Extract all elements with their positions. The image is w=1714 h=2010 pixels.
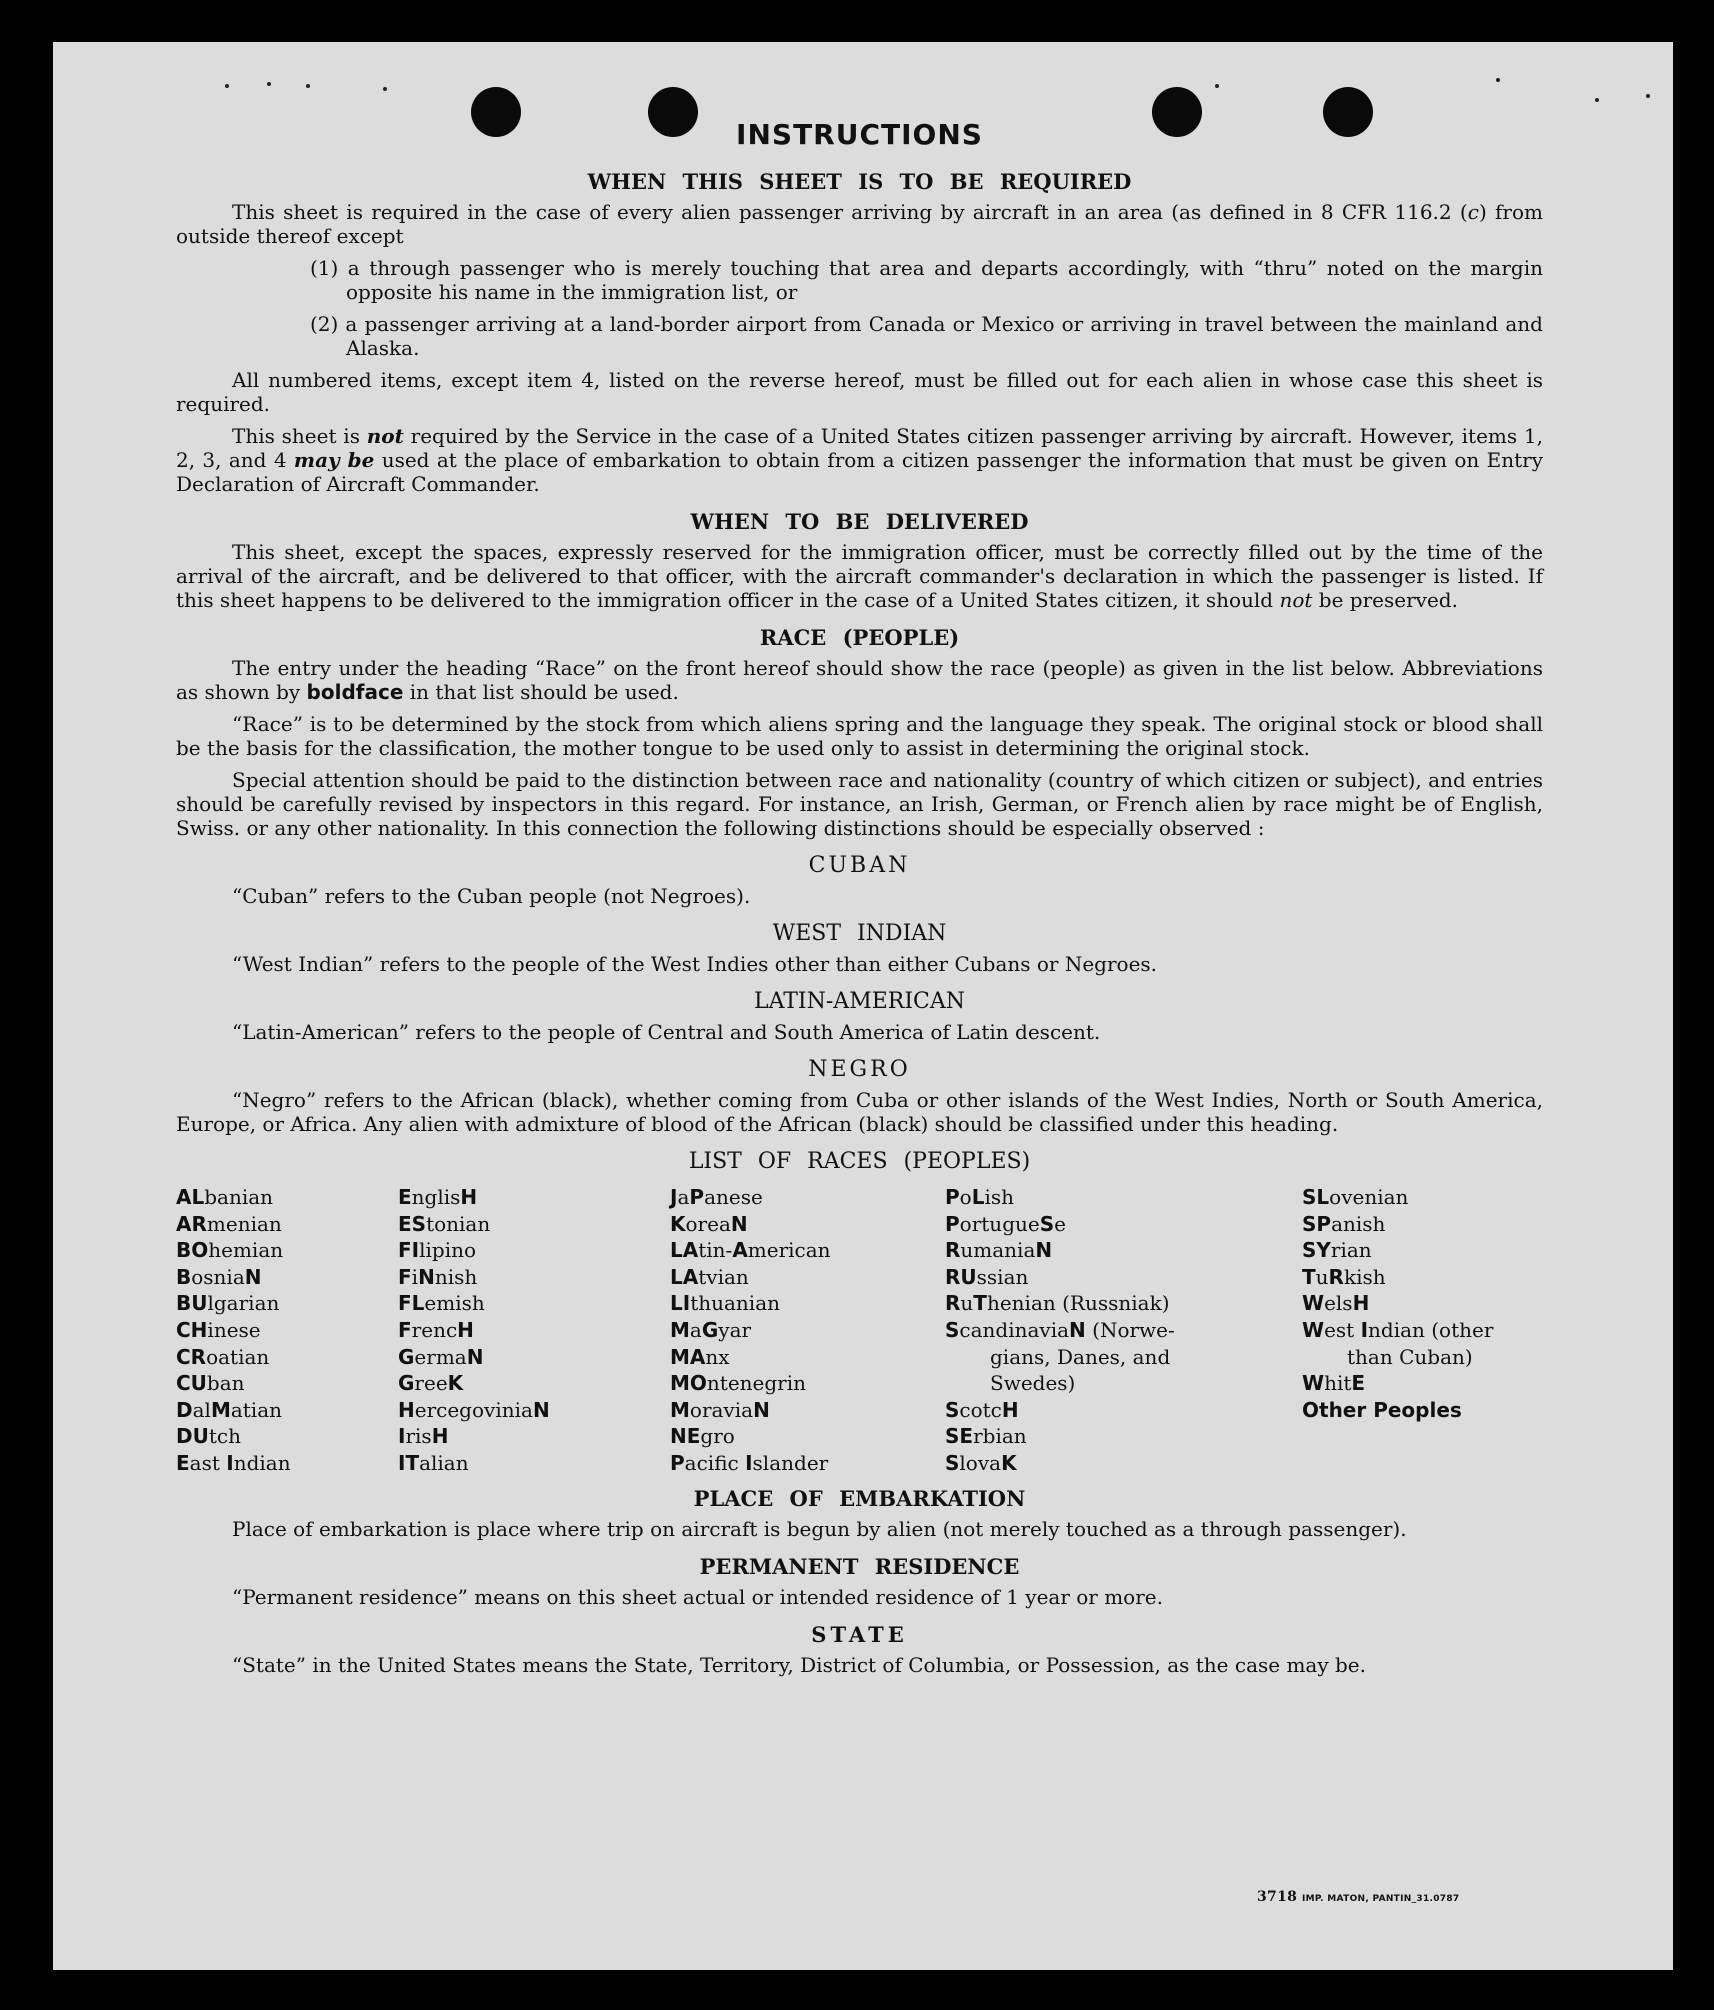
race-entry: SPanish xyxy=(1302,1211,1386,1236)
heading-residence: PERMANENT RESIDENCE xyxy=(699,1553,1020,1579)
heading-negro: NEGRO xyxy=(808,1057,911,1082)
race-entry: LAtvian xyxy=(670,1264,749,1289)
residence-text: “Permanent residence” means on this sheet actual or intended residence of 1 year or more. xyxy=(232,1584,1163,1609)
race-entry: CUban xyxy=(176,1371,245,1396)
form-code: 3718 xyxy=(1257,1889,1298,1905)
heading-race: RACE (PEOPLE) xyxy=(759,625,960,650)
race-paragraph-2: “Race” is to be determined by the stock from which aliens spring and the language they speak. The original stock or blood shall be the basis for the classification, the mother tongue to be used only to assist in determining the original stock. xyxy=(176,712,1543,760)
race-entry: FiNnish xyxy=(398,1264,478,1289)
instruction-sheet xyxy=(53,42,1673,1970)
race-entry: LIthuanian xyxy=(670,1291,780,1316)
race-entry: MAnx xyxy=(670,1344,730,1369)
race-entry: DUtch xyxy=(176,1424,241,1449)
race-entry: NEgro xyxy=(670,1424,735,1449)
race-entry: FLemish xyxy=(398,1291,485,1316)
race-entry: East Indian xyxy=(176,1450,291,1475)
citizen-paragraph: This sheet is not required by the Service in the case of a United States citizen passenger arriving by aircraft. However, items 1, 2, 3, and 4 may be used at the place of embarkation to obtain from a citizen passenger the information that must be given on Entry Declaration of Aircraft Commander. xyxy=(176,424,1543,496)
race-entry: TuRkish xyxy=(1302,1264,1386,1289)
race-entry: BosniaN xyxy=(176,1264,262,1289)
speck xyxy=(225,84,229,88)
race-entry: ALbanian xyxy=(176,1185,274,1209)
race-entry: CRoatian xyxy=(176,1344,270,1369)
race-entry: ITalian xyxy=(398,1450,469,1475)
race-entry: SErbian xyxy=(945,1424,1027,1449)
heading-cuban: CUBAN xyxy=(808,853,911,878)
instructions-content xyxy=(176,106,1543,1685)
speck xyxy=(383,87,387,91)
heading-embarkation: PLACE OF EMBARKATION xyxy=(693,1485,1026,1511)
heading-list-of-races: LIST OF RACES (PEOPLES) xyxy=(688,1149,1031,1174)
races-column xyxy=(945,1184,1302,1477)
numbered-items-paragraph: All numbered items, except item 4, listed on the reverse hereof, must be filled out for each alien in whose case this sheet is required. xyxy=(176,368,1543,416)
race-entry: BOhemian xyxy=(176,1238,284,1263)
race-entry: West Indian (other xyxy=(1302,1317,1494,1342)
race-entry: MoraviaN xyxy=(670,1397,770,1422)
heading-latin-american: LATIN-AMERICAN xyxy=(753,989,966,1014)
form-footer xyxy=(1257,1889,1459,1905)
race-entry: FIlipino xyxy=(398,1238,477,1263)
race-paragraph-3: Special attention should be paid to the distinction between race and nationality (country of which citizen or subject), and entries should be carefully revised by inspectors in this regard. For instance, an Irish, German, or French alien by race might be of English, Swiss. or any other nationality. In this connection the following distinctions should be especially observed : xyxy=(176,768,1543,840)
speck xyxy=(306,84,310,88)
race-entry-continuation: gians, Danes, and xyxy=(990,1344,1171,1369)
race-entry: FrencH xyxy=(398,1317,474,1342)
race-entry: PortugueSe xyxy=(945,1211,1066,1236)
race-entry: ARmenian xyxy=(176,1211,282,1236)
race-entry: IrisH xyxy=(398,1424,449,1449)
races-column xyxy=(670,1184,945,1477)
race-entry: RuThenian (Russniak) xyxy=(945,1291,1170,1316)
race-entry: SYrian xyxy=(1302,1238,1372,1263)
race-entry: RumaniaN xyxy=(945,1238,1053,1263)
race-entry: HercegoviniaN xyxy=(398,1397,550,1422)
negro-text: “Negro” refers to the African (black), whether coming from Cuba or other islands of the West Indies, North or South America, Europe, or Africa. Any alien with admixture of blood of the African (black) should be classified under this heading. xyxy=(176,1088,1543,1136)
race-entry: EnglisH xyxy=(398,1185,478,1209)
race-entry: MOntenegrin xyxy=(670,1371,807,1396)
race-entry: MaGyar xyxy=(670,1317,752,1342)
race-paragraph-1: The entry under the heading “Race” on the front hereof should show the race (people) as given in the list below. Abbreviations as shown by boldface in that list should be used. xyxy=(176,656,1543,704)
race-entry: WelsH xyxy=(1302,1291,1370,1316)
race-entry: Other Peoples xyxy=(1302,1397,1462,1422)
race-entry: GermaN xyxy=(398,1344,484,1369)
race-entry: BUlgarian xyxy=(176,1291,280,1316)
speck xyxy=(1215,84,1219,88)
race-entry: LAtin-American xyxy=(670,1238,831,1263)
state-text: “State” in the United States means the State, Territory, District of Columbia, or Possession, as the case may be. xyxy=(232,1652,1366,1677)
latin-american-text: “Latin-American” refers to the people of Central and South America of Latin descent. xyxy=(232,1020,1101,1044)
heading-when-delivered: WHEN TO BE DELIVERED xyxy=(690,509,1029,534)
races-column xyxy=(176,1184,398,1477)
printer-mark: IMP. MATON, PANTIN_31.0787 xyxy=(1302,1894,1460,1904)
race-entry-continuation: than Cuban) xyxy=(1347,1344,1473,1369)
speck xyxy=(1496,78,1500,82)
race-entry: RUssian xyxy=(945,1264,1029,1289)
race-entry: CHinese xyxy=(176,1317,261,1342)
heading-west-indian: WEST INDIAN xyxy=(772,921,947,946)
when-required-intro: This sheet is required in the case of every alien passenger arriving by aircraft in an area (as defined in 8 CFR 116.2 (c) from outside thereof except xyxy=(176,200,1543,248)
heading-when-required: WHEN THIS SHEET IS TO BE REQUIRED xyxy=(587,169,1132,194)
races-column xyxy=(398,1184,670,1477)
races-column xyxy=(1302,1184,1543,1477)
race-entry-continuation: Swedes) xyxy=(990,1371,1076,1396)
cuban-text: “Cuban” refers to the Cuban people (not Negroes). xyxy=(232,884,751,908)
exception-item: (1) a through passenger who is merely touching that area and departs accordingly, with “thru” noted on the margin opposite his name in the immigration list, or xyxy=(310,256,1543,304)
race-entry: GreeK xyxy=(398,1371,464,1396)
race-entry: EStonian xyxy=(398,1211,491,1236)
race-entry: PoLish xyxy=(945,1185,1015,1209)
embarkation-text: Place of embarkation is place where trip on aircraft is begun by alien (not merely touched as a through passenger). xyxy=(232,1516,1407,1541)
speck xyxy=(1595,98,1599,102)
race-entry: SlovaK xyxy=(945,1450,1017,1475)
race-entry: ScotcH xyxy=(945,1397,1019,1422)
heading-state: STATE xyxy=(811,1621,908,1647)
speck xyxy=(1646,94,1650,98)
race-entry: DalMatian xyxy=(176,1397,283,1422)
races-list xyxy=(176,1184,1543,1477)
race-entry: SLovenian xyxy=(1302,1185,1409,1209)
race-entry: KoreaN xyxy=(670,1211,748,1236)
race-entry: ScandinaviaN (Norwe- xyxy=(945,1317,1175,1342)
race-entry: Pacific Islander xyxy=(670,1450,829,1475)
west-indian-text: “West Indian” refers to the people of the West Indies other than either Cubans or Negroes. xyxy=(232,952,1158,976)
race-entry: WhitE xyxy=(1302,1371,1366,1396)
when-delivered-paragraph: This sheet, except the spaces, expressly reserved for the immigration officer, must be correctly filled out by the time of the arrival of the aircraft, and be delivered to that officer, with the aircraft commander's declaration in which the passenger is listed. If this sheet happens to be delivered to the immigration officer in the case of a United States citizen, it should not be preserved. xyxy=(176,540,1543,612)
page-title: INSTRUCTIONS xyxy=(736,118,983,151)
speck xyxy=(267,82,271,86)
exception-list xyxy=(176,256,1543,360)
race-entry: JaPanese xyxy=(670,1185,763,1209)
exception-item: (2) a passenger arriving at a land-border airport from Canada or Mexico or arriving in travel between the mainland and Alaska. xyxy=(310,312,1543,360)
